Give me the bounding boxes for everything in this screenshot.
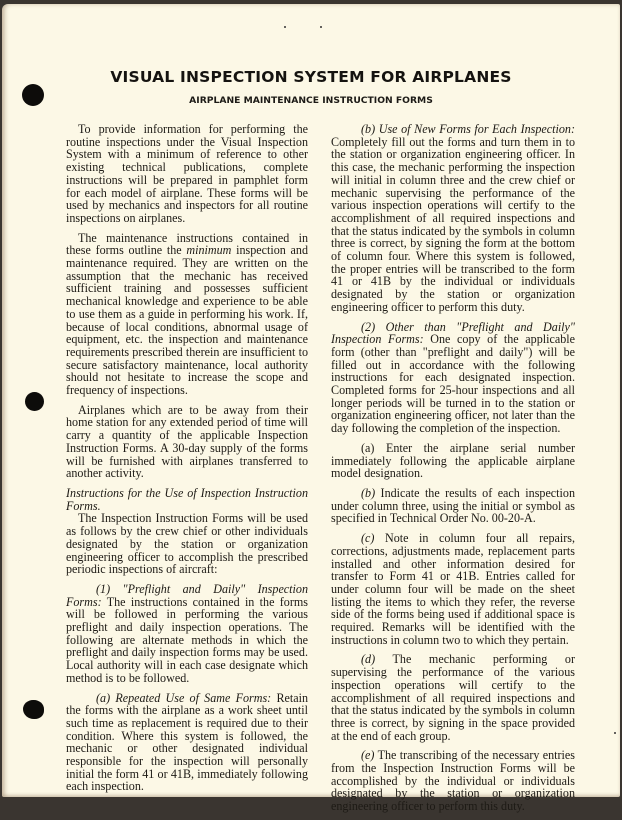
item-text: Enter the airplane serial number immediately following the applicable airplane model designation.	[331, 440, 575, 481]
item-label: (a) Repeated Use of Same Forms:	[96, 690, 272, 705]
section-heading: Instructions for the Use of Inspection Instruction Forms.	[66, 485, 308, 513]
binder-hole-middle	[25, 392, 44, 411]
speck	[284, 26, 286, 28]
item-1a-repeated-use	[66, 692, 308, 794]
text: inspection and maintenance required. They are written on the assumption that the mechanic has received sufficient training and possesses sufficient mechanical knowledge and experience to be able to use them as a guide in performing his work. If, because of local conditions, abnormal usage of equipment, etc. the inspection and maintenance requirements prescribed therein are insufficient to secure satisfactory maintenance, local authority should not hesitate to increase the scope and frequency of inspections.	[66, 243, 308, 398]
item-2b	[331, 487, 575, 525]
item-1-preflight-daily	[66, 583, 308, 685]
item-2d	[331, 653, 575, 742]
item-2a	[331, 442, 575, 480]
speck	[614, 732, 616, 734]
left-column	[66, 123, 308, 800]
item-text: Retain the forms with the airplane as a work sheet until such time as replacement is required due to their condition. Where this system is followed, the mechanic or other designated individual responsible for the inspection will personally initial the form 41 or 41B, immediately following each inspection.	[66, 690, 309, 794]
item-label: (d)	[361, 652, 376, 667]
item-text: The instructions contained in the forms will be followed in performing the various preflight and daily inspection operations. The following are alternate methods in which the preflight and daily inspection forms may be used. Local authority will in each case designate which method is to be followed.	[66, 594, 308, 685]
item-2c	[331, 532, 575, 646]
page-subtitle: AIRPLANE MAINTENANCE INSTRUCTION FORMS	[189, 95, 433, 106]
paragraph-forms-usage: The Inspection Instruction Forms will be used as follows by the crew chief or other individuals designated by the station or organization engineering officer to accomplish the prescribed periodic inspections of aircraft:	[66, 511, 308, 577]
item-label: (b) Use of New Forms for Each Inspection:	[361, 122, 575, 136]
item-text: The mechanic performing or supervising the performance of the various inspection operations will certify to the accomplishment of all required inspections and that the status indicated by the symbols in column three is correct, by signing in the space provided at the end of each group.	[331, 652, 575, 743]
item-text: Completely fill out the forms and turn them in to the station or organization engineering officer. In this case, the mechanic performing the inspection will initial in column three and the crew chief or mechanic supervising the performance of the various inspection operations will certify to the accomplishment of all required inspections and that the status indicated by the symbols in column three is correct, by signing the form at the bottom of column four. Where this system is followed, the proper entries will be transcribed to the form 41 or 41B by the individual or individuals designated by the station or organization engineering officer to perform this duty.	[331, 134, 575, 314]
item-1b-new-forms	[331, 123, 575, 314]
item-label: (c)	[361, 531, 375, 546]
item-2-other-forms	[331, 321, 575, 435]
paragraph-intro: To provide information for performing the routine inspections under the Visual Inspection System with a minimum of reference to other existing technical publications, complete instructions will be prepared in pamphlet form for each model of airplane. These forms will be used by mechanics and inspectors for all routine inspections on airplanes.	[66, 122, 308, 225]
item-2e	[331, 749, 575, 813]
item-label: (e)	[361, 748, 375, 763]
right-column	[331, 123, 575, 820]
item-text: Note in column four all repairs, corrections, adjustments made, replacement parts installed and other information desired for transfer to Form 41 or 41B. Entries called for under column four will be made on the sheet listing the items to which they refer, the reverse side of the forms being used if additional space is required. Remarks will be identified with the instructions in column two to which they pertain.	[331, 531, 575, 647]
item-label: (a)	[361, 440, 375, 455]
item-text: One copy of the applicable form (other than "preflight and daily") will be filled out in accordance with the following instructions for each designated inspection. Completed forms for 25-hour inspections and all longer periods will be turned in to the station or organization engineering officer, not later than the day following the completion of the inspection.	[331, 332, 575, 436]
binder-hole-bottom	[23, 700, 44, 719]
item-label: (1) "Preflight and Daily" Inspection Forms:	[66, 581, 308, 609]
item-text: Indicate the results of each inspection under column three, using the initial or symbol as specified in Technical Order No. 00-20-A.	[331, 485, 575, 526]
item-text: The transcribing of the necessary entries from the Inspection Instruction Forms will be accomplished by the individual or individuals designated by the station or organization engineering officer to perform this duty.	[331, 748, 575, 814]
emphasis-minimum: minimum	[186, 243, 232, 258]
paragraph-away-airplanes: Airplanes which are to be away from their home station for any extended period of time will carry a quantity of the applicable Inspection Instruction Forms. A 30-day supply of the forms will be furnished with airplanes transferred to another activity.	[66, 402, 308, 481]
page-title: VISUAL INSPECTION SYSTEM FOR AIRPLANES	[110, 68, 512, 86]
paragraph-maintenance-instructions	[66, 232, 308, 397]
item-label: (2) Other than "Preflight and Daily" Inspection Forms:	[331, 319, 575, 347]
text: The maintenance instructions contained in these forms outline the	[66, 230, 308, 258]
item-label: (b)	[361, 485, 376, 500]
speck	[320, 26, 322, 28]
